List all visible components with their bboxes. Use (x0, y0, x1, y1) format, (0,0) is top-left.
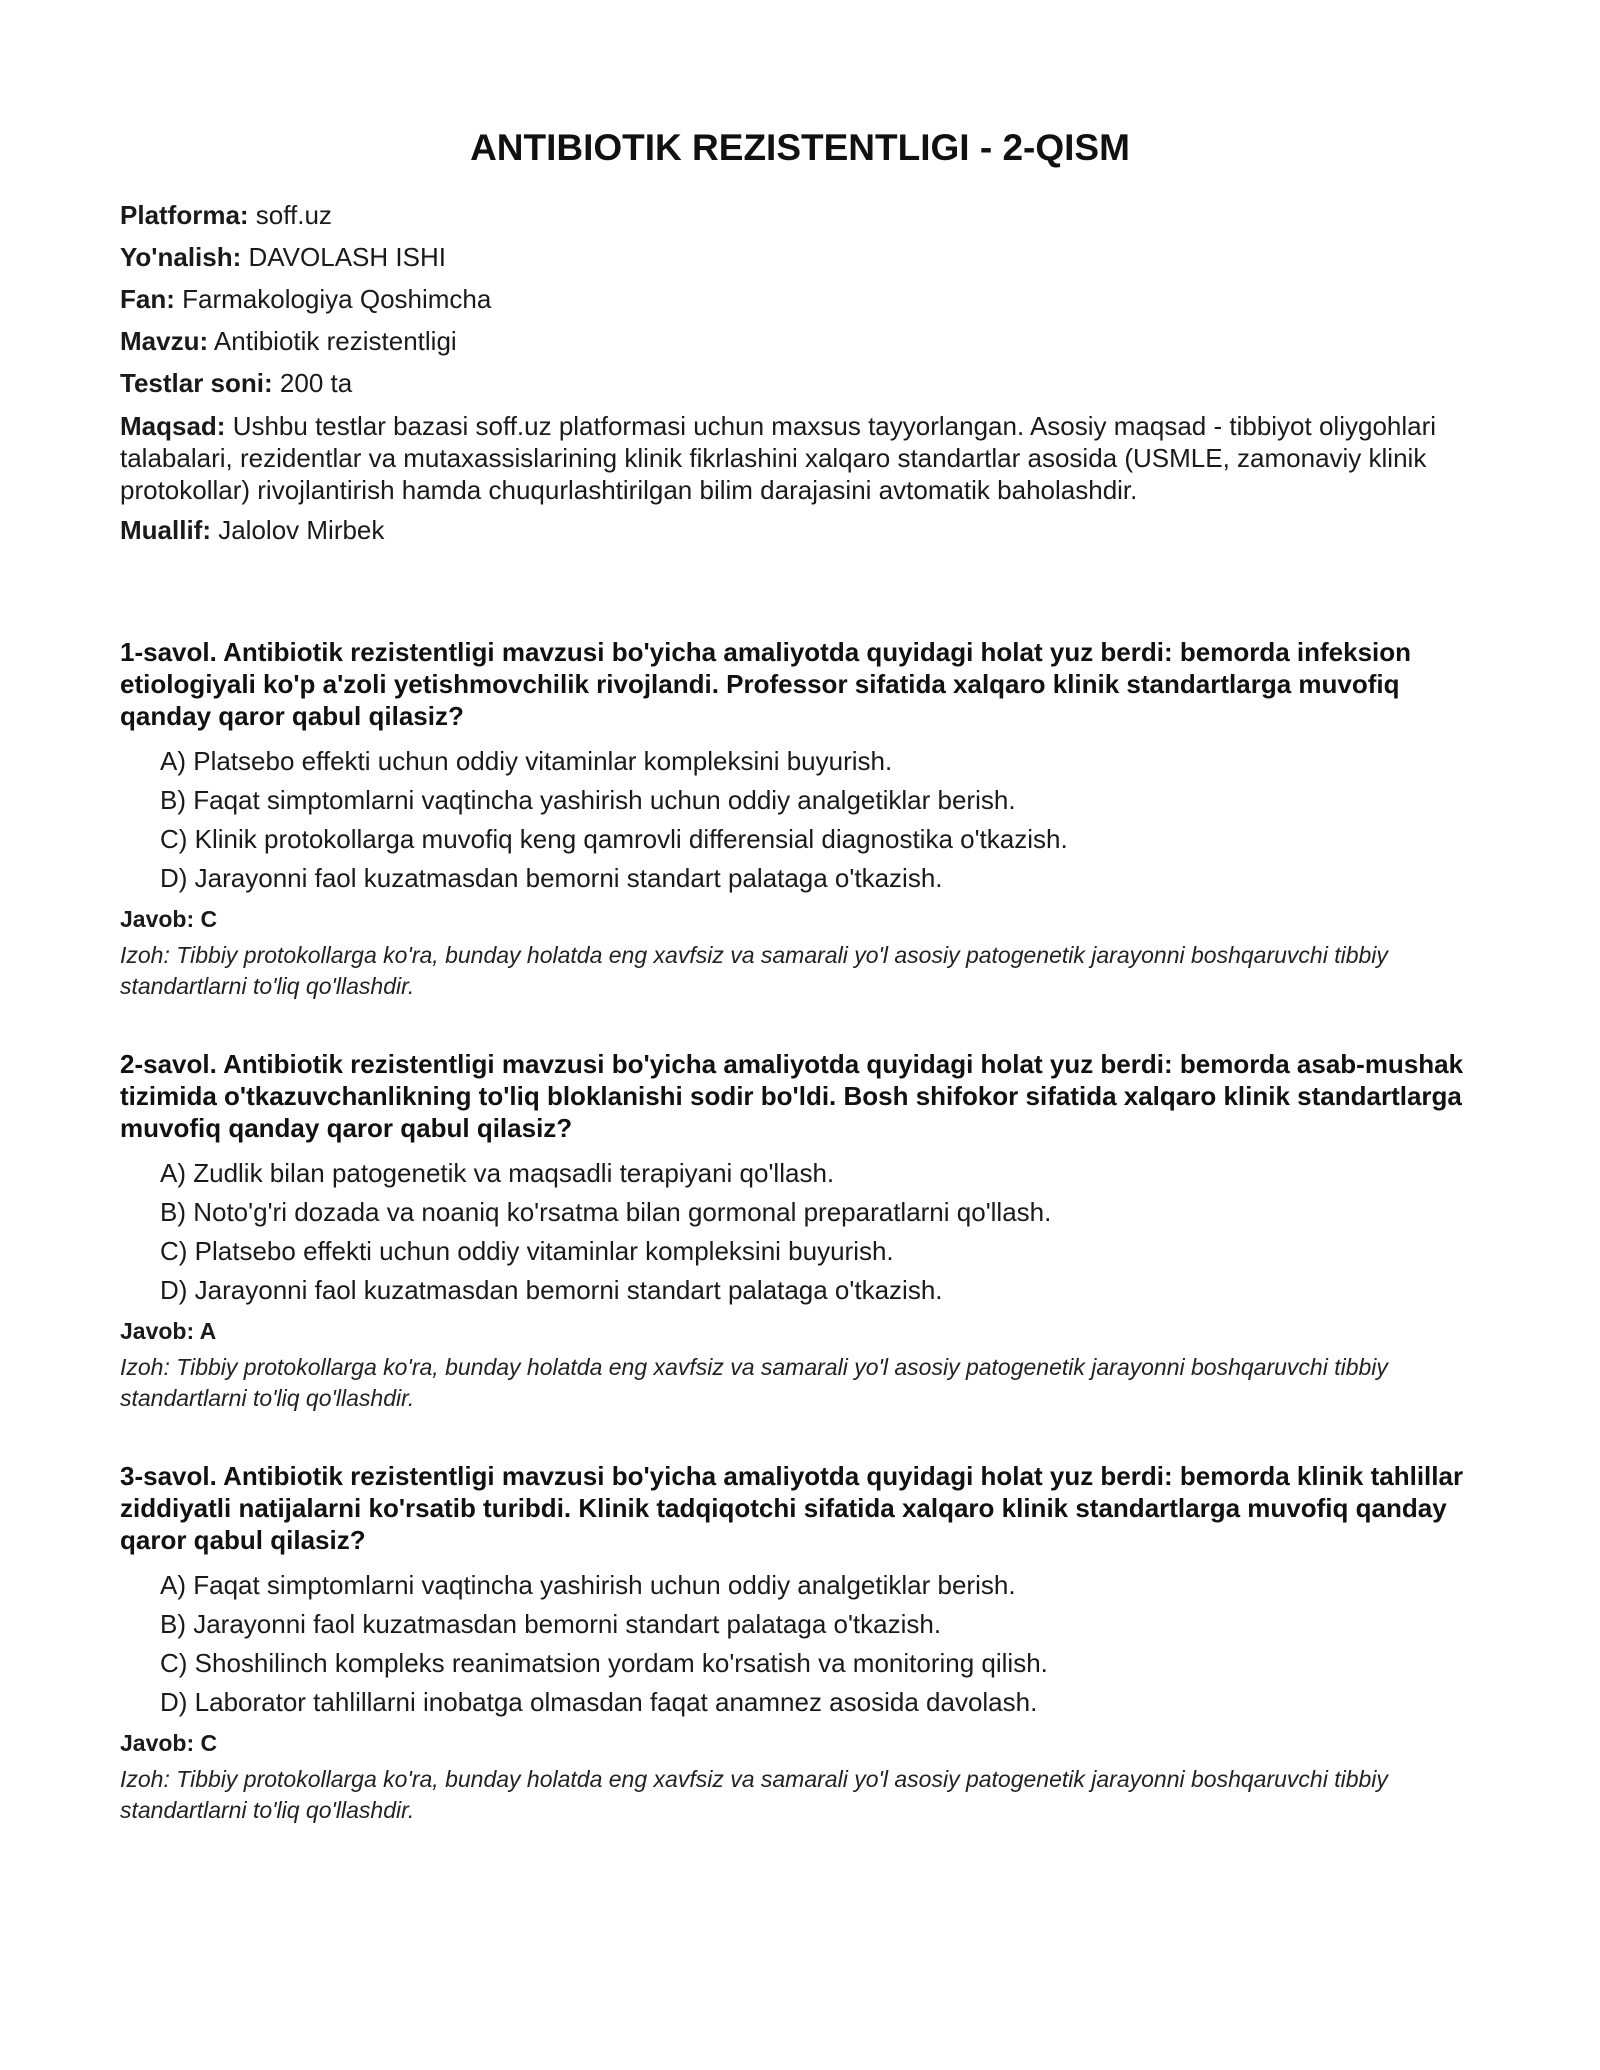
option-d: D) Jarayonni faol kuzatmasdan bemorni standart palataga o'tkazish. (160, 1275, 943, 1305)
meta-muallif (120, 515, 1480, 546)
option-d: D) Jarayonni faol kuzatmasdan bemorni standart palataga o'tkazish. (160, 863, 943, 893)
meta-value: DAVOLASH ISHI (241, 242, 446, 272)
meta-value: 200 ta (272, 368, 353, 398)
question-text: 2-savol. Antibiotik rezistentligi mavzusi bo'yicha amaliyotda quyidagi holat yuz berdi: bemorda asab-mushak tizimida o'tkazuvchanlikning to'liq bloklanishi sodir bo'ldi. Bosh shifokor sifatida xalqaro klinik standartlarga muvofiq qanday qaror qabul qilasiz? (120, 1049, 1464, 1143)
meta-value: Ushbu testlar bazasi soff.uz platformasi uchun maxsus tayyorlangan. Asosiy maqsad - tibbiyot oliygohlari talabalari, rezidentlar va mutaxassislarining klinik fikrlashini xalqaro standartlar asosida (USMLE, zamonaviy klinik protokollar) rivojlantirish hamda chuqurlashtirilgan bilim darajasini avtomatik baholashdir. (120, 411, 1437, 505)
option-c: C) Platsebo effekti uchun oddiy vitaminlar kompleksini buyurish. (160, 1236, 894, 1266)
answer-options (120, 1158, 1480, 1306)
document-title: ANTIBIOTIK REZISTENTLIGI - 2-QISM (470, 127, 1130, 168)
correct-answer: Javob: C (120, 1730, 218, 1756)
meta-platforma (120, 200, 1480, 231)
option-b: B) Jarayonni faol kuzatmasdan bemorni standart palataga o'tkazish. (160, 1609, 942, 1639)
explanation-note: Izoh: Tibbiy protokollarga ko'ra, bunday holatda eng xavfsiz va samarali yo'l asosiy patogenetik jarayonni boshqaruvchi tibbiy standartlarni to'liq qo'llashdir. (120, 942, 1388, 999)
option-c: C) Shoshilinch kompleks reanimatsion yordam ko'rsatish va monitoring qilish. (160, 1648, 1048, 1678)
explanation-note: Izoh: Tibbiy protokollarga ko'ra, bunday holatda eng xavfsiz va samarali yo'l asosiy patogenetik jarayonni boshqaruvchi tibbiy standartlarni to'liq qo'llashdir. (120, 1354, 1388, 1411)
option-c: C) Klinik protokollarga muvofiq keng qamrovli differensial diagnostika o'tkazish. (160, 824, 1068, 854)
meta-fan (120, 284, 1480, 315)
correct-answer: Javob: C (120, 906, 218, 932)
option-b: B) Noto'g'ri dozada va noaniq ko'rsatma bilan gormonal preparatlarni qo'llash. (160, 1197, 1052, 1227)
meta-label: Mavzu: (120, 326, 209, 356)
option-a: A) Faqat simptomlarni vaqtincha yashirish uchun oddiy analgetiklar berish. (160, 1570, 1016, 1600)
option-a: A) Zudlik bilan patogenetik va maqsadli terapiyani qo'llash. (160, 1158, 835, 1188)
question-2 (120, 1048, 1480, 1414)
option-d: D) Laborator tahlillarni inobatga olmasdan faqat anamnez asosida davolash. (160, 1687, 1038, 1717)
correct-answer: Javob: A (120, 1318, 217, 1344)
option-b: B) Faqat simptomlarni vaqtincha yashirish uchun oddiy analgetiklar berish. (160, 785, 1016, 815)
answer-options (120, 746, 1480, 894)
meta-label: Muallif: (120, 515, 211, 545)
option-a: A) Platsebo effekti uchun oddiy vitaminlar kompleksini buyurish. (160, 746, 893, 776)
meta-value: Farmakologiya Qoshimcha (174, 284, 492, 314)
meta-label: Testlar soni: (120, 368, 273, 398)
meta-label: Yo'nalish: (120, 242, 242, 272)
meta-mavzu (120, 326, 1480, 357)
explanation-note: Izoh: Tibbiy protokollarga ko'ra, bunday holatda eng xavfsiz va samarali yo'l asosiy patogenetik jarayonni boshqaruvchi tibbiy standartlarni to'liq qo'llashdir. (120, 1766, 1388, 1823)
question-1 (120, 636, 1480, 1002)
document-page (120, 0, 1480, 1826)
meta-testlar-soni (120, 368, 1480, 399)
meta-label: Platforma: (120, 200, 249, 230)
answer-options (120, 1570, 1480, 1718)
meta-value: soff.uz (248, 200, 332, 230)
document-meta (120, 200, 1480, 546)
question-3 (120, 1460, 1480, 1826)
meta-value: Antibiotik rezistentligi (208, 326, 457, 356)
question-text: 1-savol. Antibiotik rezistentligi mavzusi bo'yicha amaliyotda quyidagi holat yuz berdi: bemorda infeksion etiologiyali ko'p a'zoli yetishmovchilik rivojlandi. Professor sifatida xalqaro klinik standartlarga muvofiq qanday qaror qabul qilasiz? (120, 637, 1412, 731)
question-text: 3-savol. Antibiotik rezistentligi mavzusi bo'yicha amaliyotda quyidagi holat yuz berdi: bemorda klinik tahlillar ziddiyatli natijalarni ko'rsatib turibdi. Klinik tadqiqotchi sifatida xalqaro klinik standartlarga muvofiq qanday qaror qabul qilasiz? (120, 1461, 1464, 1555)
meta-value: Jalolov Mirbek (211, 515, 385, 545)
meta-label: Maqsad: (120, 411, 226, 441)
meta-label: Fan: (120, 284, 175, 314)
meta-yonalish (120, 242, 1480, 273)
meta-maqsad (120, 410, 1480, 506)
